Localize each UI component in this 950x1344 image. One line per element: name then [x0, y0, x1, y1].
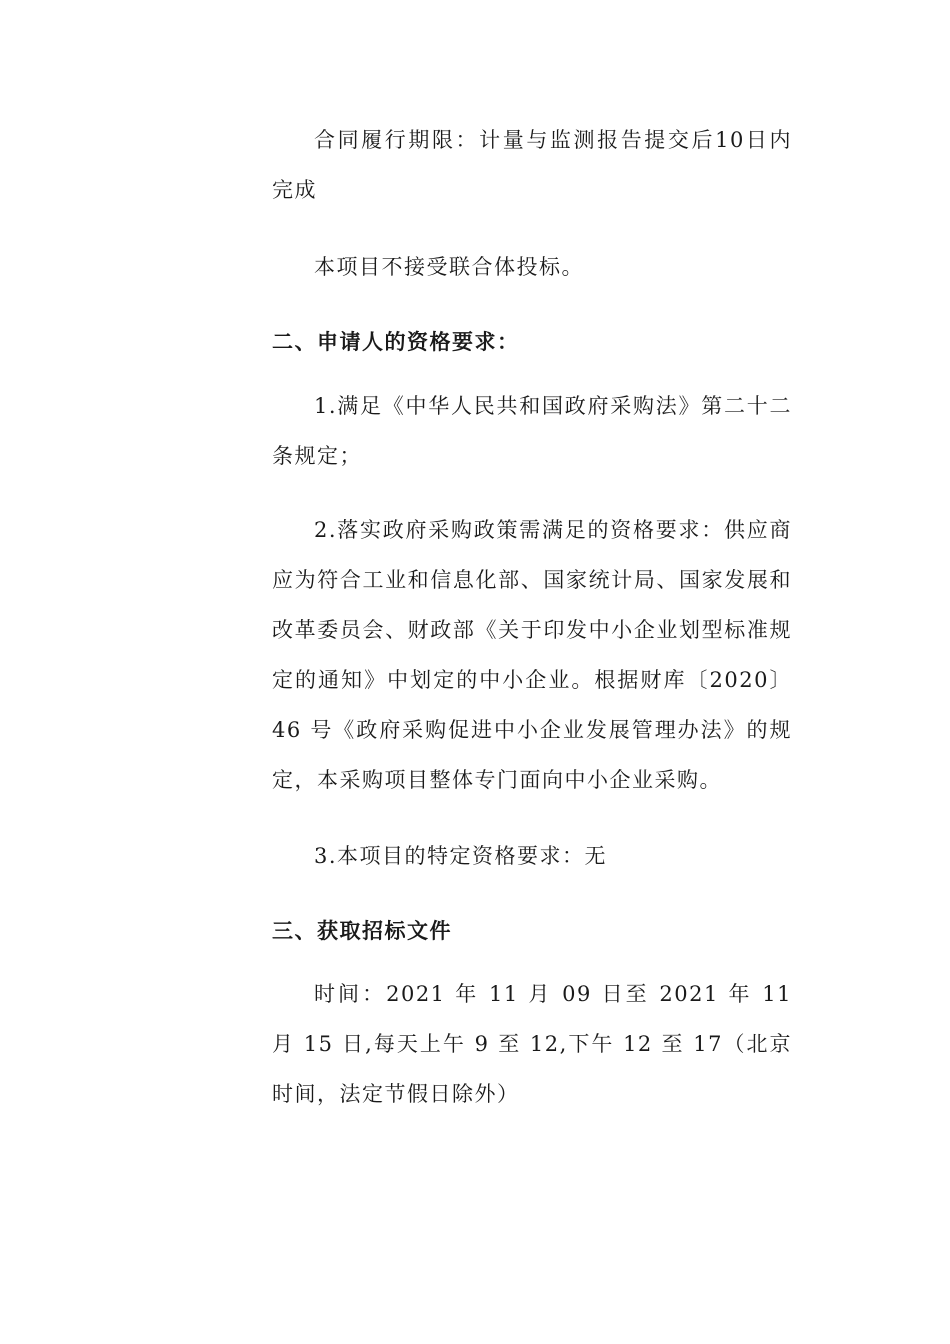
section-3-heading: 三、获取招标文件 [272, 919, 452, 943]
time-info-paragraph: 时间：2021 年 11 月 09 日至 2021 年 11 月 15 日,每天上午 9 至 12,下午 12 至 17（北京时间，法定节假日除外） [272, 982, 792, 1106]
requirement-2-paragraph: 2.落实政府采购政策需满足的资格要求：供应商应为符合工业和信息化部、国家统计局、国家发展和改革委员会、财政部《关于印发中小企业划型标准规定的通知》中划定的中小企业。根据财库〔2020〕46 号《政府采购促进中小企业发展管理办法》的规定，本采购项目整体专门面向中小企业采购。 [272, 518, 792, 792]
requirement-1-paragraph: 1.满足《中华人民共和国政府采购法》第二十二条规定； [272, 394, 792, 468]
no-consortium-paragraph: 本项目不接受联合体投标。 [314, 255, 584, 279]
section-2-heading: 二、申请人的资格要求： [272, 330, 520, 354]
contract-period-paragraph: 合同履行期限：计量与监测报告提交后10日内完成 [272, 128, 792, 202]
requirement-3-paragraph: 3.本项目的特定资格要求：无 [314, 844, 608, 868]
